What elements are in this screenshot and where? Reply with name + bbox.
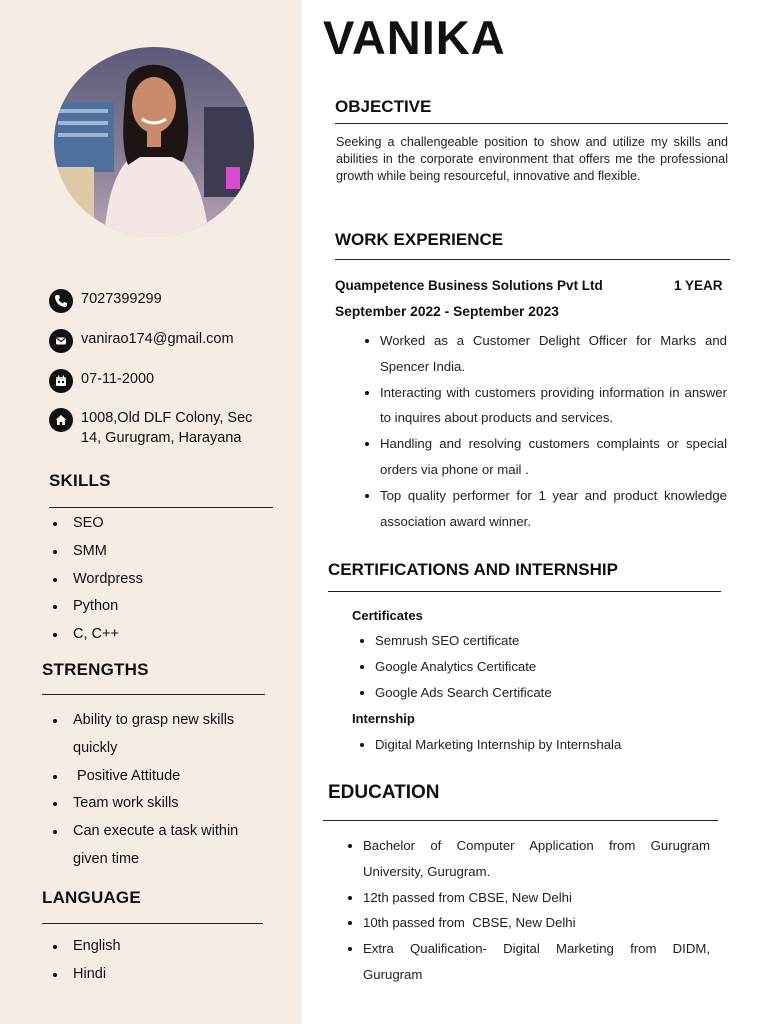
list-item: Semrush SEO certificate — [358, 628, 718, 654]
list-item: Can execute a task within given time — [49, 818, 264, 874]
contact-email — [49, 329, 234, 353]
contact-dob — [49, 369, 154, 393]
internship-list — [358, 732, 718, 758]
job-dates: September 2022 - September 2023 — [335, 304, 559, 319]
list-item: SMM — [49, 538, 143, 566]
contact-phone — [49, 289, 162, 313]
list-item: Top quality performer for 1 year and product knowledge association award winner. — [363, 483, 727, 535]
contact-address — [49, 408, 271, 448]
mail-icon — [49, 329, 73, 353]
work-duties-list — [363, 328, 727, 534]
work-heading: WORK EXPERIENCE — [335, 230, 504, 249]
list-item: Google Analytics Certificate — [358, 654, 718, 680]
profile-photo — [54, 47, 254, 237]
date-of-birth: 07-11-2000 — [81, 371, 155, 387]
strengths-list — [49, 707, 264, 874]
education-list — [346, 833, 710, 988]
internship-label: Internship — [352, 711, 415, 726]
education-divider — [323, 820, 718, 821]
list-item: Digital Marketing Internship by Internshala — [358, 732, 718, 758]
skills-heading: SKILLS — [49, 471, 111, 490]
list-item: Handling and resolving customers complaints or special orders via phone or mail . — [363, 431, 727, 483]
list-item: 12th passed from CBSE, New Delhi — [346, 885, 710, 911]
certifications-heading: CERTIFICATIONS AND INTERNSHIP — [328, 560, 618, 579]
language-list — [49, 933, 121, 989]
list-item: Positive Attitude — [49, 763, 264, 791]
objective-divider — [335, 123, 728, 124]
certificates-list — [358, 628, 718, 706]
language-heading: LANGUAGE — [42, 888, 141, 907]
certificates-label: Certificates — [352, 608, 423, 623]
strengths-divider — [42, 694, 265, 695]
list-item: Ability to grasp new skills quickly — [49, 707, 264, 763]
list-item: Hindi — [49, 961, 121, 989]
list-item: Wordpress — [49, 566, 143, 594]
list-item: Worked as a Customer Delight Officer for Marks and Spencer India. — [363, 328, 727, 380]
candidate-name: VANIKA — [323, 11, 506, 64]
email-address: vanirao174@gmail.com — [81, 331, 234, 347]
list-item: C, C++ — [49, 621, 143, 649]
list-item: 10th passed from CBSE, New Delhi — [346, 910, 710, 936]
list-item: Extra Qualification- Digital Marketing from DIDM, Gurugram — [346, 936, 710, 988]
address: 1008,Old DLF Colony, Sec 14, Gurugram, Harayana — [81, 410, 253, 446]
list-item: Google Ads Search Certificate — [358, 680, 718, 706]
work-divider — [335, 259, 730, 260]
list-item: Team work skills — [49, 790, 264, 818]
job-duration: 1 YEAR — [674, 278, 723, 293]
home-icon — [49, 408, 73, 432]
phone-number: 7027399299 — [81, 291, 162, 307]
list-item: Interacting with customers providing information in answer to inquires about products and services. — [363, 380, 727, 432]
list-item: SEO — [49, 510, 143, 538]
language-divider — [42, 923, 263, 924]
certifications-divider — [328, 591, 721, 592]
list-item: Bachelor of Computer Application from Gurugram University, Gurugram. — [346, 833, 710, 885]
objective-heading: OBJECTIVE — [335, 97, 432, 116]
list-item: Python — [49, 593, 143, 621]
job-company: Quampetence Business Solutions Pvt Ltd — [335, 278, 603, 293]
skills-divider — [49, 507, 273, 508]
phone-icon — [49, 289, 73, 313]
calendar-icon — [49, 369, 73, 393]
education-heading: EDUCATION — [328, 782, 440, 803]
list-item: English — [49, 933, 121, 961]
skills-list — [49, 510, 143, 649]
strengths-heading: STRENGTHS — [42, 660, 149, 679]
objective-text: Seeking a challengeable position to show and utilize my skills and abilities in the corporate environment that offers me the professional growth while being resourceful, innovative and flexible. — [336, 135, 728, 184]
